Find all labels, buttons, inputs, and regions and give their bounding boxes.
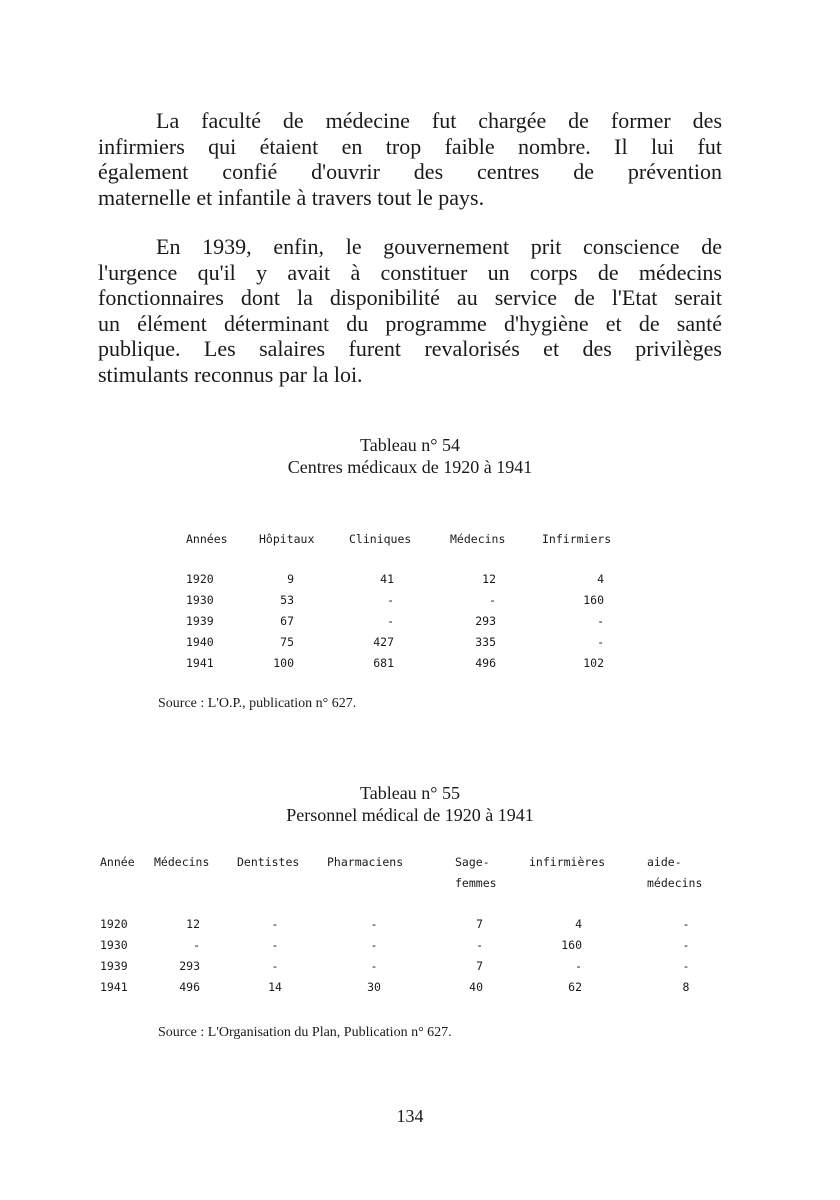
table-55-cell: - — [370, 938, 378, 952]
table-55-header: médecins — [647, 876, 703, 890]
table-54-cell: 41 — [380, 572, 394, 586]
table-54-cell: 1940 — [186, 635, 214, 649]
paragraph-line: maternelle et infantile à travers tout le pays. — [98, 184, 485, 210]
table-54-cell: 1930 — [186, 593, 214, 607]
table-54-cell: - — [597, 635, 604, 649]
table-55-cell: 62 — [568, 980, 582, 994]
table-55-cell: 40 — [469, 980, 483, 994]
table-54-cell: 67 — [280, 614, 294, 628]
paragraph-line: infirmiers qui étaient en trop faible nombre. Il lui fut — [98, 133, 722, 159]
table-55-cell: 14 — [268, 980, 282, 994]
table-55-header: Médecins — [154, 855, 210, 869]
table-55-cell: 293 — [179, 959, 200, 973]
table-55-cell: - — [271, 959, 279, 973]
table-55-cell: 30 — [367, 980, 381, 994]
table-55-cell: - — [682, 938, 690, 952]
table-55-cell: 1930 — [100, 938, 128, 952]
table-54-cell: 681 — [373, 656, 394, 670]
paragraph-line: La faculté de médecine fut chargée de former des — [156, 108, 722, 133]
table-55-header: Année — [100, 855, 135, 869]
table-55-cell: 8 — [682, 980, 690, 994]
table-55-cell: 1920 — [100, 917, 128, 931]
table-55-cell: - — [682, 917, 690, 931]
page-number: 134 — [396, 1106, 424, 1126]
table-55-cell: 4 — [575, 917, 582, 931]
table-55-subtitle: Personnel médical de 1920 à 1941 — [286, 805, 534, 825]
table-54-header: Hôpitaux — [259, 532, 315, 546]
table-54-cell: 102 — [583, 656, 604, 670]
paragraph-line: fonctionnaires dont la disponibilité au service de l'Etat serait — [98, 285, 722, 311]
table-54-cell: 1939 — [186, 614, 214, 628]
table-54-cell: 9 — [287, 572, 294, 586]
table-54-subtitle: Centres médicaux de 1920 à 1941 — [287, 457, 533, 477]
table-54-cell: - — [597, 614, 604, 628]
table-55-cell: - — [271, 938, 279, 952]
table-55-cell: 7 — [476, 917, 483, 931]
table-55-title: Tableau n° 55 — [360, 783, 460, 803]
table-54-cell: - — [489, 593, 496, 607]
table-55-cell: 12 — [186, 917, 200, 931]
table-55-cell: 160 — [561, 938, 582, 952]
paragraph-line: En 1939, enfin, le gouvernement prit conscience de — [156, 234, 722, 259]
paragraph-line: stimulants reconnus par la loi. — [98, 361, 363, 387]
table-55-header: infirmières — [529, 855, 606, 869]
table-54-cell: 160 — [583, 593, 604, 607]
table-55-header: Pharmaciens — [327, 855, 404, 869]
table-55-header: Dentistes — [237, 855, 300, 869]
table-54-title: Tableau n° 54 — [360, 435, 460, 455]
table-55-cell: - — [370, 959, 378, 973]
table-55-cell: - — [271, 917, 279, 931]
table-55-cell: 1941 — [100, 980, 128, 994]
table-54-cell: 12 — [482, 572, 496, 586]
table-55-header: aide- — [647, 855, 682, 869]
table-55-source: Source : L'Organisation du Plan, Publication n° 627. — [158, 1025, 452, 1040]
table-55-cell: - — [575, 959, 582, 973]
table-55-cell: 1939 — [100, 959, 128, 973]
table-55-header: Sage- — [455, 855, 490, 869]
table-54-cell: 1920 — [186, 572, 214, 586]
table-54-cell: 496 — [475, 656, 496, 670]
table-54-source: Source : L'O.P., publication n° 627. — [158, 696, 357, 711]
table-55-cell: 496 — [179, 980, 200, 994]
table-54-cell: 1941 — [186, 656, 214, 670]
table-54-header: Médecins — [450, 532, 506, 546]
table-55-header: femmes — [455, 876, 497, 890]
table-54-cell: 4 — [597, 572, 604, 586]
table-54-header: Infirmiers — [542, 532, 612, 546]
table-55-cell: - — [193, 938, 200, 952]
table-54-cell: 75 — [280, 635, 294, 649]
table-54-cell: 427 — [373, 635, 394, 649]
paragraph-line: également confié d'ouvrir des centres de prévention — [98, 159, 722, 185]
table-54-cell: 100 — [273, 656, 294, 670]
paragraph-line: un élément déterminant du programme d'hygiène et de santé — [98, 310, 722, 336]
table-54-header: Cliniques — [349, 532, 412, 546]
table-55-cell: - — [476, 938, 483, 952]
table-54-cell: 293 — [475, 614, 496, 628]
table-54-cell: - — [387, 593, 394, 607]
table-54-header: Années — [186, 532, 228, 546]
table-55-cell: - — [370, 917, 378, 931]
table-55-cell: 7 — [476, 959, 483, 973]
table-54-cell: 53 — [280, 593, 294, 607]
paragraph-line: publique. Les salaires furent revalorisés et des privilèges — [98, 336, 722, 362]
paragraph-line: l'urgence qu'il y avait à constituer un corps de médecins — [98, 259, 722, 285]
table-54-cell: - — [387, 614, 394, 628]
table-54-cell: 335 — [475, 635, 496, 649]
table-55-cell: - — [682, 959, 690, 973]
